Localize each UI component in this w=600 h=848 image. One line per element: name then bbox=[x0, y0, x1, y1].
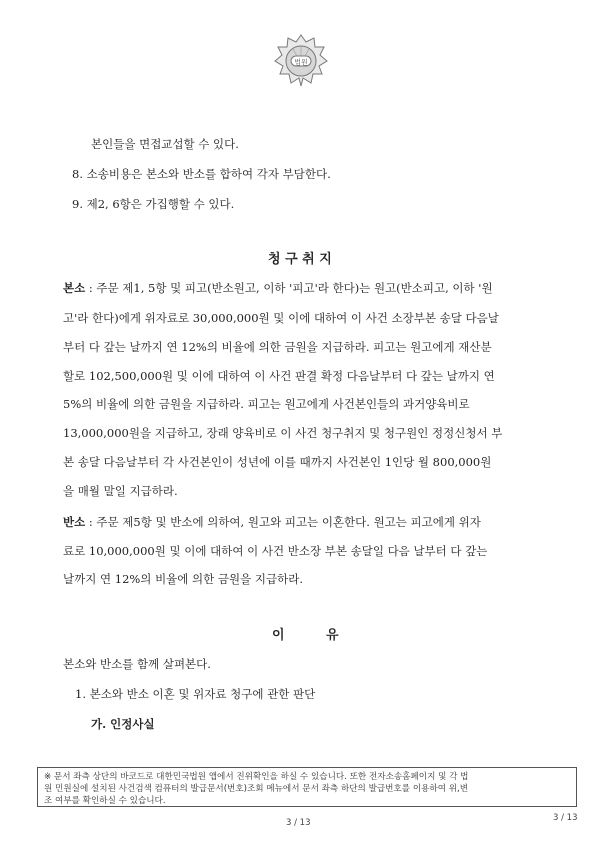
main-claim-line: 13,000,000원을 지급하고, 장래 양육비로 이 사건 청구취지 및 청구원인 정정신청서 부 bbox=[63, 426, 503, 440]
notice-line: 조 여부를 확인하실 수 있습니다. bbox=[44, 796, 166, 806]
main-claim-line: 부터 다 갚는 날까지 연 12%의 비율에 의한 금원을 지급하라. 피고는 원고에게 재산분 bbox=[63, 340, 492, 354]
main-claim-line-1: 본소 : 주문 제1, 5항 및 피고(반소원고, 이하 '피고'라 한다)는 원고(반소피고, 이하 '원 bbox=[63, 281, 493, 295]
notice-line: ※ 문서 좌측 상단의 바코드로 대한민국법원 앱에서 진위확인을 하실 수 있습니다. 또한 전자소송홈페이지 및 각 법 bbox=[44, 772, 469, 782]
main-claim-label: 본소 bbox=[63, 281, 86, 295]
reasons-heading-left: 이 bbox=[272, 628, 285, 643]
subsection-a-title: 가. 인정사실 bbox=[91, 717, 155, 731]
main-claim-line: 고'라 한다)에게 위자료로 30,000,000원 및 이에 대하여 이 사건 소장부본 송달 다음날 bbox=[63, 311, 499, 325]
order-item-8: 8. 소송비용은 본소와 반소를 합하여 각자 부담한다. bbox=[72, 167, 331, 181]
main-claim-line: 5%의 비율에 의한 금원을 지급하라. 피고는 원고에게 사건본인들의 과거양육비로 bbox=[63, 397, 470, 411]
main-claim-line: 본 송달 다음날부터 각 사건본인이 성년에 이를 때까지 사건본인 1인당 월 800,000원 bbox=[63, 455, 492, 469]
notice-line: 원 민원실에 설치된 사건검색 컴퓨터의 발급문서(번호)조회 메뉴에서 문서 좌측 하단의 발급번호를 이용하여 위,변 bbox=[44, 784, 469, 794]
page-number-center: 3 / 13 bbox=[286, 818, 311, 828]
order-item-9: 9. 제2, 6항은 가집행할 수 있다. bbox=[72, 197, 235, 211]
claims-heading: 청 구 취 지 bbox=[268, 252, 332, 267]
counter-claim-line-1: 반소 : 주문 제5항 및 반소에 의하여, 원고와 피고는 이혼한다. 원고는 피고에게 위자 bbox=[63, 515, 481, 529]
reasons-heading-right: 유 bbox=[326, 628, 339, 643]
order-item-7-tail: 본인들을 면접교섭할 수 있다. bbox=[91, 137, 239, 151]
page-number-right: 3 / 13 bbox=[553, 813, 578, 823]
main-claim-line: 을 매월 말일 지급하라. bbox=[63, 484, 178, 498]
main-claim-line: 할로 102,500,000원 및 이에 대하여 이 사건 판결 확정 다음날부터 다 갚는 날까지 연 bbox=[63, 369, 495, 383]
counter-claim-line: 료로 10,000,000원 및 이에 대하여 이 사건 반소장 부본 송달일 다음 날부터 다 갚는 bbox=[63, 544, 488, 558]
counter-claim-line: 날까지 연 12%의 비율에 의한 금원을 지급하라. bbox=[63, 572, 304, 586]
court-seal-icon bbox=[273, 32, 329, 88]
section-1-title: 1. 본소와 반소 이혼 및 위자료 청구에 관한 판단 bbox=[75, 687, 316, 701]
counter-claim-label: 반소 bbox=[63, 515, 86, 529]
verification-notice bbox=[37, 767, 577, 807]
seal-text: 법원 bbox=[294, 58, 308, 67]
reasons-intro: 본소와 반소를 함께 살펴본다. bbox=[63, 657, 211, 671]
